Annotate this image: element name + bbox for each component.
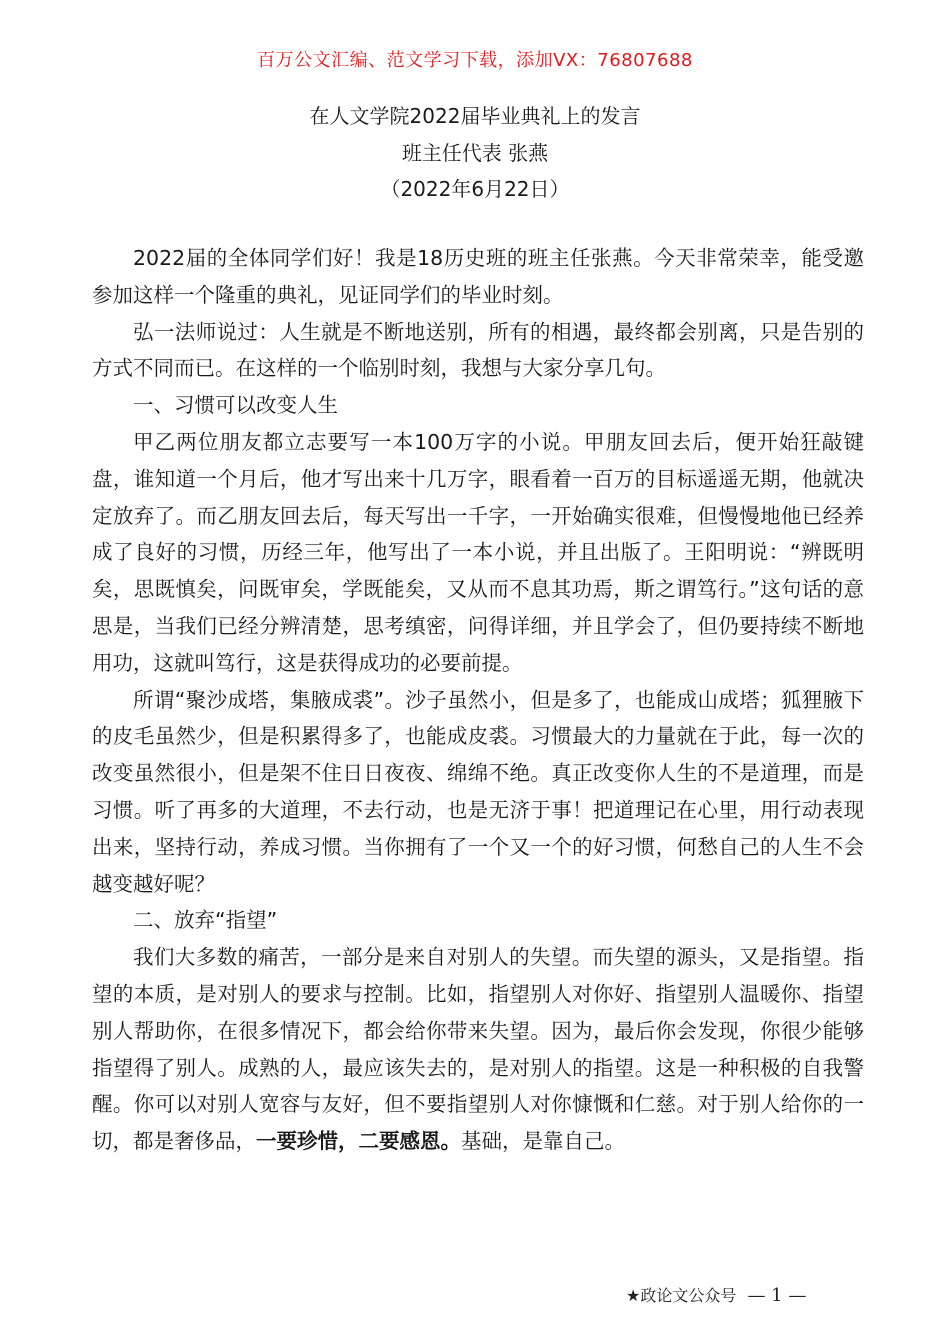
- emphasis-text: 一要珍惜，二要感恩。: [256, 1129, 461, 1154]
- page-footer: [626, 1283, 806, 1306]
- paragraph-intro: 弘一法师说过：人生就是不断地送别，所有的相遇，最终都会别离，只是告别的方式不同而已。在这样的一个临别时刻，我想与大家分享几句。: [92, 319, 864, 381]
- paragraph-habit-story: 甲乙两位朋友都立志要写一本100万字的小说。甲朋友回去后，便开始狂敲键盘，谁知道一个月后，他才写出来十几万字，眼看着一百万的目标遥遥无期，他就决定放弃了。而乙朋友回去后，每天写出一千字，一开始确实很难，但慢慢地他已经养成了良好的习惯，历经三年，他写出了一本小说，并且出版了。王阳明说：“辨既明矣，思既慎矣，问既审矣，学既能矣，又从而不息其功焉，斯之谓笃行。”这句话的意思是，当我们已经分辨清楚，思考缜密，问得详细，并且学会了，但仍要持续不断地用功，这就叫笃行，这是获得成功的必要前提。: [92, 429, 864, 675]
- header-banner: 百万公文汇编、范文学习下载，添加VX：76807688: [257, 50, 693, 71]
- paragraph-habit-power: 所谓“聚沙成塔，集腋成裘”。沙子虽然小，但是多了，也能成山成塔；狐狸腋下的皮毛虽然少，但是积累得多了，也能成皮裘。习惯最大的力量就在于此，每一次的改变虽然很小，但是架不住日日夜夜、绵绵不绝。真正改变你人生的不是道理，而是习惯。听了再多的大道理，不去行动，也是无济于事！把道理记在心里，用行动表现出来，坚持行动，养成习惯。当你拥有了一个又一个的好习惯，何愁自己的人生不会越变越好呢？: [92, 687, 864, 896]
- document-body: [92, 240, 864, 1160]
- date-line: （2022年6月22日）: [380, 177, 570, 201]
- page-number: — 1 —: [747, 1285, 807, 1306]
- paragraph-expectation-text: 我们大多数的痛苦，一部分是来自对别人的失望。而失望的源头，又是指望。指望的本质，是对别人的要求与控制。比如，指望别人对你好、指望别人温暖你、指望别人帮助你，在很多情况下，都会给你带来失望。因为，最后你会发现，你很少能够指望得了别人。成熟的人，最应该失去的，是对别人的指望。这是一种积极的自我警醒。你可以对别人宽容与友好，但不要指望别人对你慷慨和仁慈。对于别人给你的一切，都是奢侈品，: [92, 945, 864, 1154]
- paragraph-expectation: [92, 939, 864, 1160]
- section-heading-2: 二、放弃“指望”: [133, 908, 278, 933]
- section-heading-1: 一、习惯可以改变人生: [133, 393, 338, 418]
- document-title: 在人文学院2022届毕业典礼上的发言: [309, 104, 641, 128]
- paragraph-greeting: 2022届的全体同学们好！我是18历史班的班主任张燕。今天非常荣幸，能受邀参加这样一个隆重的典礼，见证同学们的毕业时刻。: [92, 246, 864, 307]
- paragraph-expectation-end: 基础，是靠自己。: [461, 1129, 625, 1154]
- footer-source: ★政论文公众号: [626, 1286, 737, 1305]
- speaker-line: 班主任代表 张燕: [401, 141, 549, 165]
